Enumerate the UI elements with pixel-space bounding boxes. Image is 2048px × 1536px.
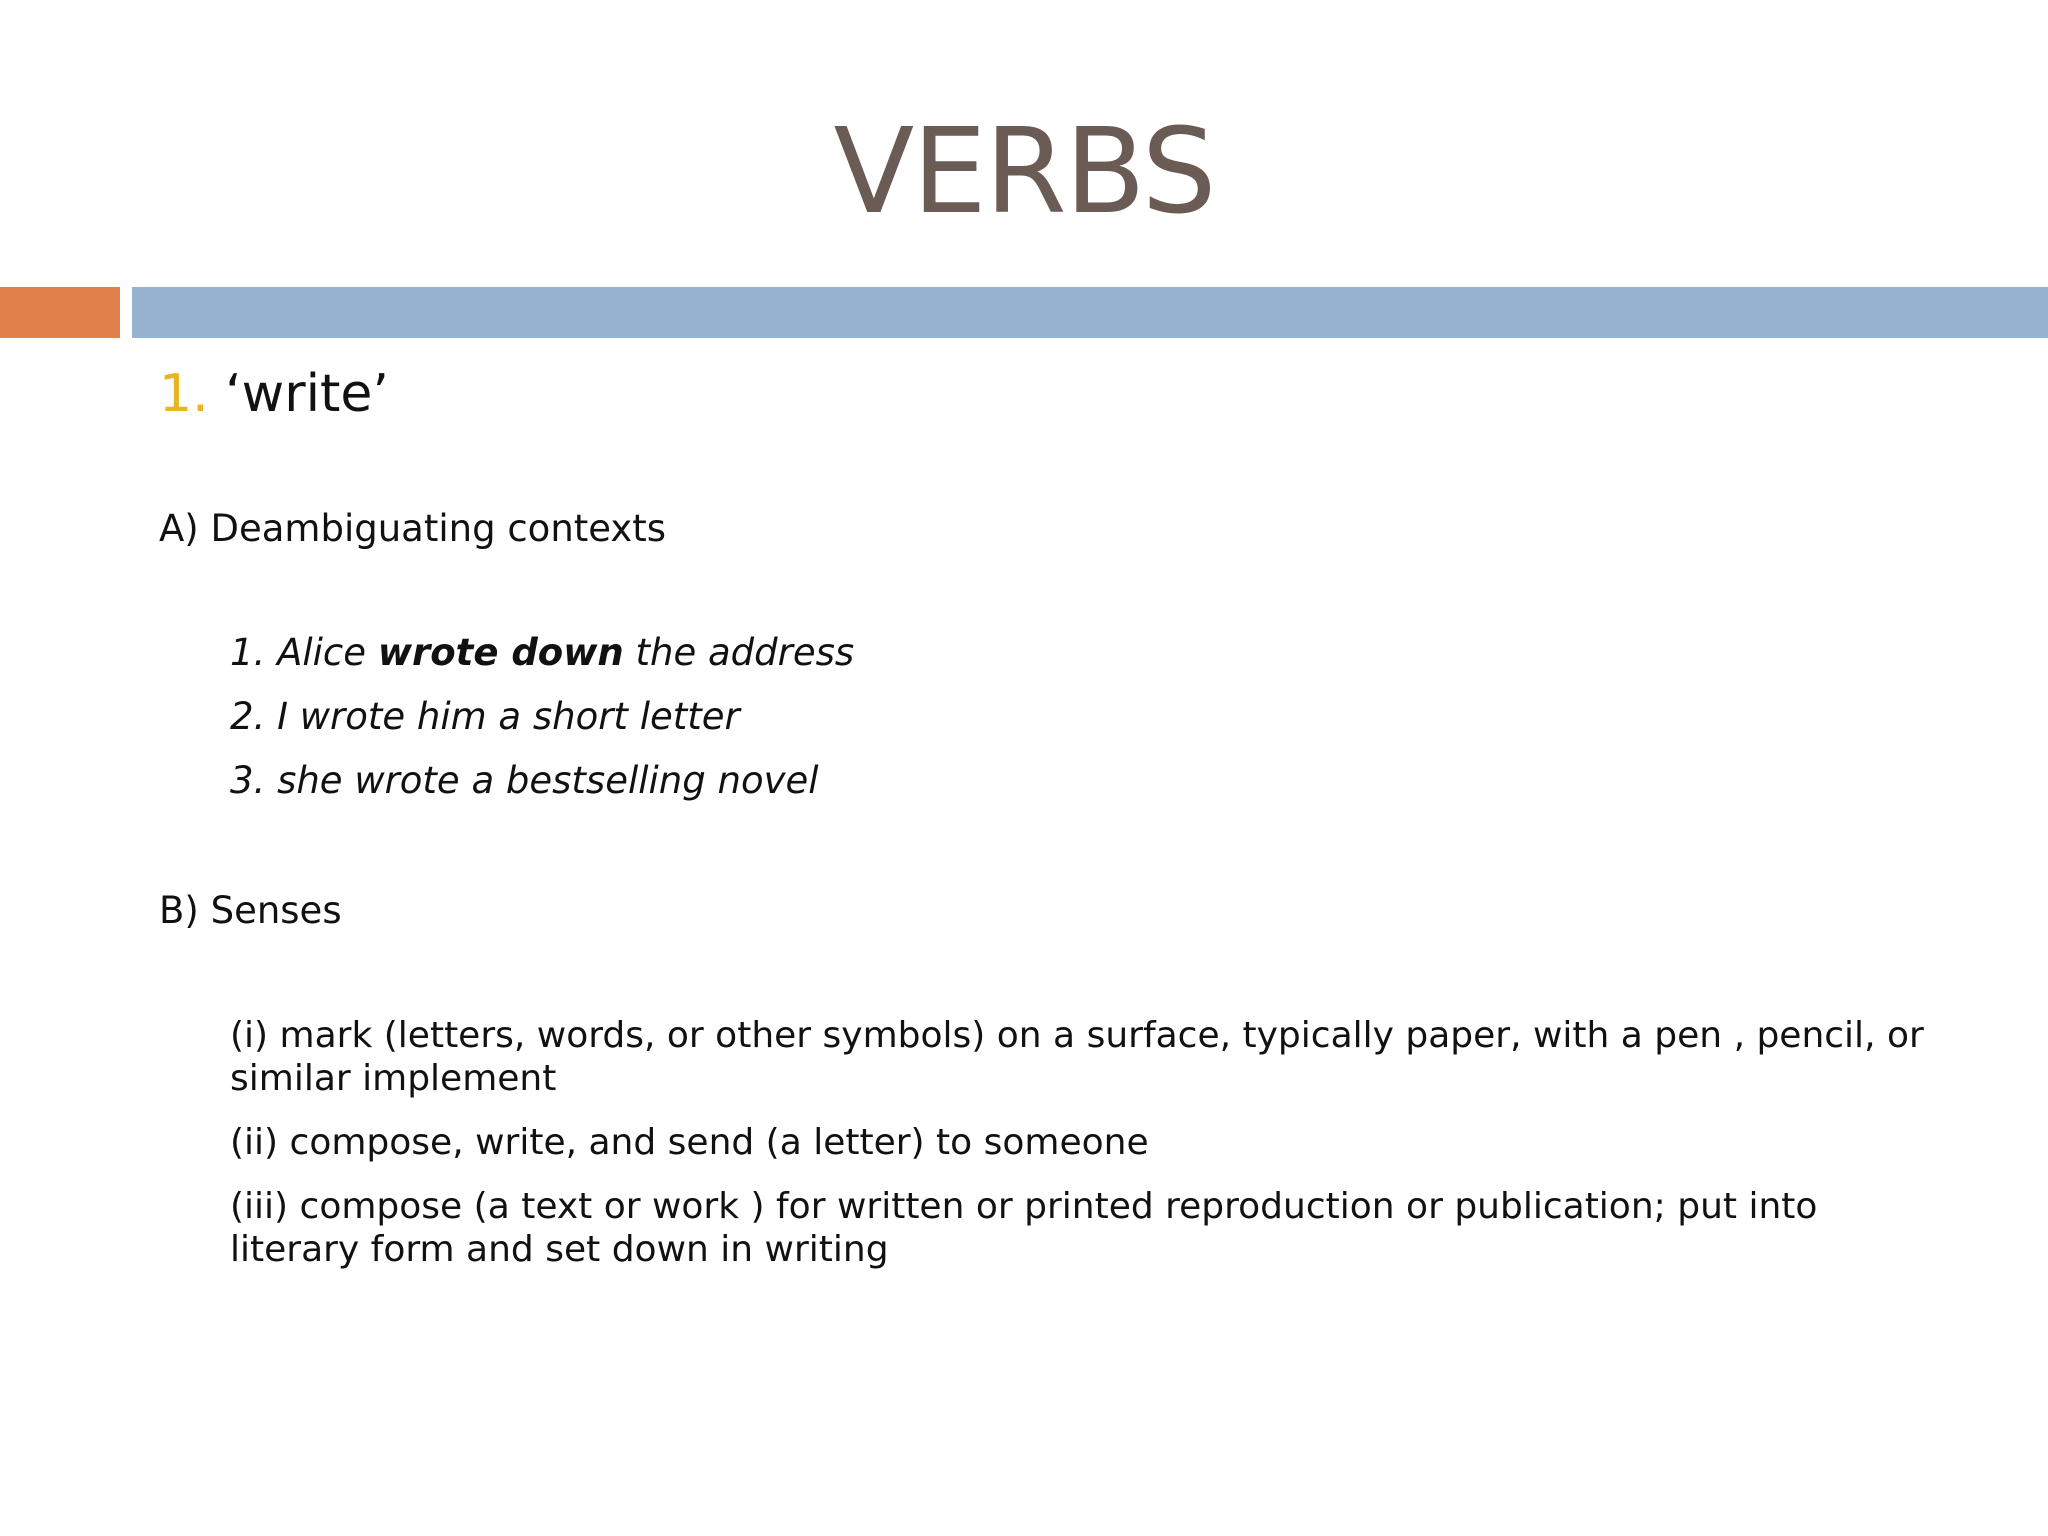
heading-word: ‘write’ (225, 364, 389, 424)
sense-list (230, 1014, 1950, 1292)
blue-accent-bar (132, 287, 2048, 338)
example-item (230, 758, 854, 822)
example-1-suffix: the address (623, 631, 855, 674)
slide-title: VERBS (833, 102, 1215, 240)
sense-item: (i) mark (letters, words, or other symbols) on a surface, typically paper, with a pen , pencil, or similar implement (230, 1015, 1924, 1099)
heading-number: 1. (159, 364, 209, 424)
sense-item: (ii) compose, write, and send (a letter) to someone (230, 1122, 1149, 1163)
section-a-label: A) Deambiguating contexts (159, 507, 667, 550)
verb-heading (159, 362, 389, 426)
section-b-label: B) Senses (159, 889, 342, 932)
example-item (230, 630, 854, 694)
example-1-prefix: 1. Alice (230, 631, 378, 674)
example-list (230, 630, 854, 822)
example-2-text: 2. I wrote him a short letter (230, 695, 740, 738)
orange-accent-bar (0, 287, 120, 338)
sense-item: (iii) compose (a text or work ) for written or printed reproduction or publication; put into literary form and set down in writing (230, 1186, 1818, 1270)
example-1-emphasis: wrote down (377, 631, 624, 674)
example-3-text: 3. she wrote a bestselling novel (230, 759, 819, 802)
example-item (230, 694, 854, 758)
